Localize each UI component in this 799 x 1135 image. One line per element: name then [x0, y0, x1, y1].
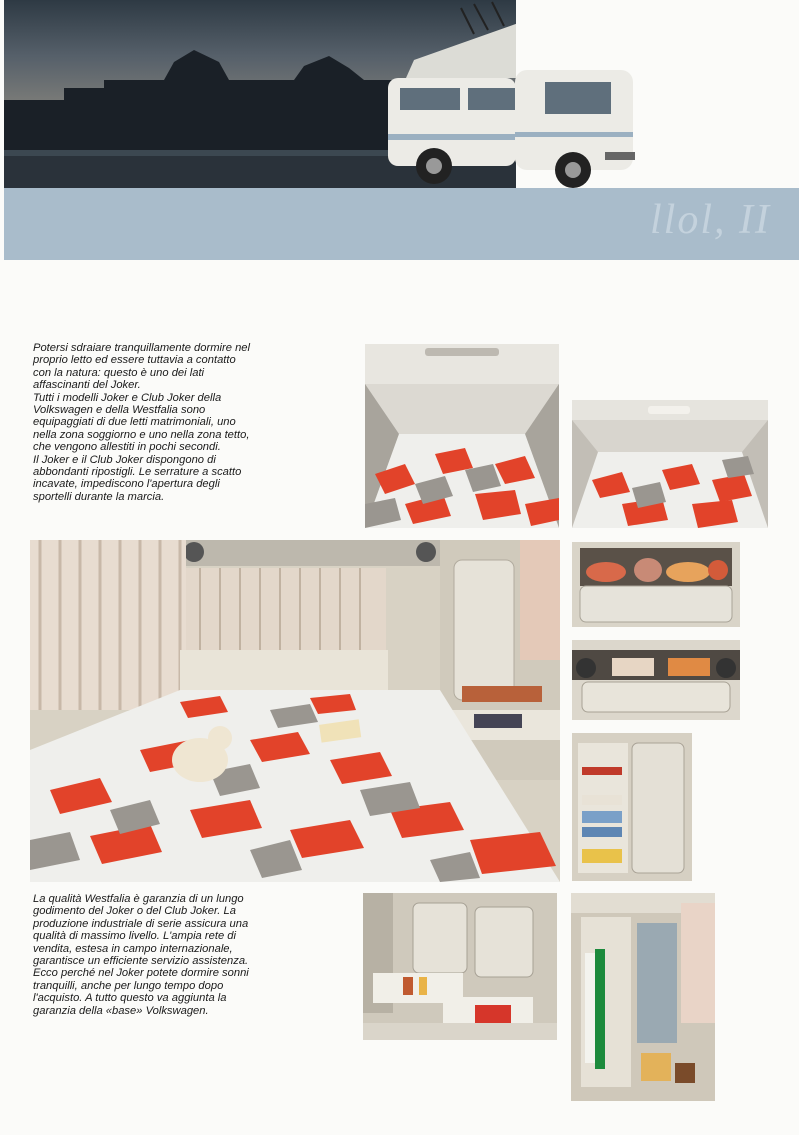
text-line: produzione industriale di serie assicura una	[33, 917, 249, 930]
text-line: incavate, impediscono l'apertura degli	[33, 478, 220, 491]
text-line: equipaggiati di due letti matrimoniali, uno	[33, 416, 236, 429]
text-line: qualità di massimo livello. L'ampia rete di	[33, 930, 236, 943]
intro-paragraph	[33, 342, 353, 503]
text-line: affascinanti del Joker.	[33, 379, 141, 392]
text-line: godimento del Joker o del Club Joker. La	[33, 905, 236, 918]
text-line: garantisce un efficiente servizio assistenza.	[33, 955, 249, 968]
main-bed-photo	[30, 540, 560, 882]
roof-bed-photo-2	[572, 400, 768, 528]
van-front-overhang	[515, 60, 639, 188]
text-line: con la natura: questo è uno dei lati	[33, 366, 205, 379]
storage-shelf-photo	[572, 640, 740, 720]
text-line: tranquilli, anche per lungo tempo dopo	[33, 979, 224, 992]
header-photo-camper-van	[4, 0, 516, 188]
text-line: La qualità Westfalia è garanzia di un lungo	[33, 893, 244, 905]
text-line: nella zona soggiorno e uno nella zona tetto,	[33, 428, 250, 441]
text-line: l'acquisto. A tutto questo va aggiunta la	[33, 992, 227, 1005]
text-line: vendita, estesa in campo internazionale,	[33, 942, 233, 955]
wardrobe-closet-photo	[571, 893, 715, 1101]
text-line: Il Joker e il Club Joker dispongono di	[33, 453, 216, 466]
text-line: sportelli durante la marcia.	[33, 490, 165, 503]
text-line: Ecco perché nel Joker potete dormire sonni	[33, 967, 249, 980]
text-line: proprio letto ed essere tuttavia a contatto	[33, 354, 236, 367]
roof-bed-photo	[365, 344, 559, 528]
floor-storage-photo	[363, 893, 557, 1040]
wardrobe-shelves-photo	[572, 733, 692, 881]
text-line: garanzia della «base» Volkswagen.	[33, 1004, 209, 1017]
header-ghost-text: llol, II	[650, 197, 771, 243]
text-line: Volkswagen e della Westfalia sono	[33, 404, 206, 417]
text-line: Tutti i modelli Joker e Club Joker della	[33, 391, 222, 404]
quality-paragraph	[33, 893, 353, 1017]
storage-cupboard-photo	[572, 542, 740, 627]
text-line: Potersi sdraiare tranquillamente dormire nel	[33, 342, 251, 354]
text-line: che vengono allestiti in pochi secondi.	[33, 441, 221, 454]
text-line: abbondanti ripostigli. Le serrature a scatto	[33, 466, 242, 479]
